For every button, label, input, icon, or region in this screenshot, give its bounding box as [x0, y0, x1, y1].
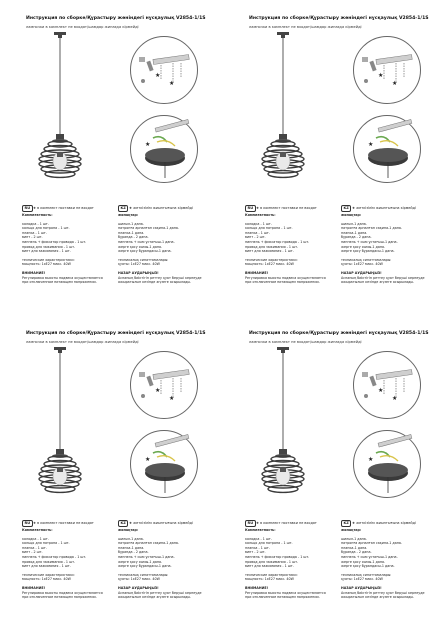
warning-text: Регулировка высоты подвеса осуществляется: [245, 590, 326, 595]
section-heading: жинақтар:: [118, 528, 139, 532]
ru-badge: RU: [22, 520, 33, 527]
kz-column: [118, 528, 202, 600]
list-item: провод для зажимания - 1 шт.: [245, 244, 299, 249]
instruction-sheet: [223, 315, 446, 630]
list-item: жерге қосу бұрандасы-1 дана.: [118, 564, 172, 569]
warning-text: при отключенном питающем напряжении.: [22, 595, 97, 600]
list-item: планка - 1 шт.: [245, 545, 270, 550]
warning-heading: ВНИМАНИЕ!: [245, 585, 269, 590]
list-item: колодка - 1 шт.: [245, 221, 272, 226]
section-heading: Комплектность:: [22, 213, 53, 217]
svg-text:★: ★: [368, 141, 374, 148]
warning-text: Аспаның биіктігін реттеу қуат берушi кернеуде: [341, 275, 425, 280]
list-item: қуаты: 1xE27 макс. 40W: [118, 577, 160, 582]
section-heading: техникалық сипаттамалары:: [118, 572, 169, 577]
warning-text: Аспаның биіктігін реттеу қуат берушi кернеуде: [118, 590, 202, 595]
canopy-wiring-icon: [353, 115, 421, 183]
list-item: жерге қосу бұрандасы-1 дана.: [341, 249, 395, 254]
list-item: шилыл-1 дана.: [118, 536, 144, 541]
list-item: мощность: 1xE27 макс. 40W: [245, 262, 294, 267]
ru-badge: RU: [245, 205, 256, 212]
list-item: жерге қосу бұрандасы-1 дана.: [118, 249, 172, 254]
kz-column: [341, 213, 425, 285]
warning-heading: НАЗАР АУДАРЫҢЫЗ!: [118, 270, 159, 275]
ru-column: [22, 528, 103, 600]
list-item: патронға арналған сақина-1 дана.: [118, 541, 179, 546]
list-item: ниппель + фиксатор провода - 1 шт.: [245, 239, 310, 244]
list-item: ниппель + сым ұстағыш-1 дана.: [118, 239, 175, 244]
ru-badge: RU: [22, 205, 33, 212]
list-item: планка - 1 шт.: [22, 545, 47, 550]
section-heading: жинақтар:: [341, 213, 362, 217]
list-item: қуаты: 1xE27 макс. 40W: [118, 262, 160, 267]
section-heading: техникалық сипаттамалары:: [341, 572, 392, 577]
list-item: колодка - 1 шт.: [22, 536, 49, 541]
list-item: жерге қосу сымы-1 дана.: [118, 559, 163, 564]
list-item: планка - 1 шт.: [22, 230, 47, 235]
warning-heading: ВНИМАНИЕ!: [245, 270, 269, 275]
kz-note: ★ жеткізілім жиынтығына кірмейді: [129, 206, 193, 210]
page-subtitle: лампочки в комплект не входят/шамдар жинаққа кірмейді: [26, 340, 139, 344]
pendant-lamp-illustration: [233, 30, 333, 190]
list-item: жерге қосу сымы-1 дана.: [118, 244, 163, 249]
warning-text: Регулировка высоты подвеса осуществляется: [22, 590, 103, 595]
list-item: винт для зажимания - 1 шт.: [22, 564, 71, 569]
warning-heading: НАЗАР АУДАРЫҢЫЗ!: [341, 585, 382, 590]
warning-text: Аспаның биіктігін реттеу қуат берушi кернеуде: [118, 275, 202, 280]
list-item: бұрандa - 2 дана.: [341, 550, 372, 555]
list-item: мощность: 1xE27 макс. 40W: [245, 577, 294, 582]
section-heading: технические характеристики:: [245, 572, 298, 577]
kz-note: ★ жеткізілім жиынтығына кірмейді: [129, 521, 193, 525]
svg-text:★: ★: [378, 72, 384, 79]
list-item: мощность: 1xE27 макс. 40W: [22, 262, 71, 267]
list-item: шилыл-1 дана.: [341, 221, 367, 226]
section-heading: жинақтар:: [118, 213, 139, 217]
list-item: кольцо для патрона - 1 шт.: [245, 226, 293, 231]
kz-badge: KZ: [341, 205, 351, 212]
canopy-wiring-icon: [353, 430, 421, 498]
svg-text:★: ★: [145, 141, 151, 148]
section-heading: техникалық сипаттамалары:: [341, 257, 392, 262]
list-item: жерге қосу сымы-1 дана.: [341, 559, 386, 564]
list-item: ниппель + сым ұстағыш-1 дана.: [341, 554, 398, 559]
list-item: шилыл-1 дана.: [341, 536, 367, 541]
kz-note: ★ жеткізілім жиынтығына кірмейді: [352, 206, 416, 210]
canopy-wiring-icon: [130, 115, 198, 183]
list-item: винт для зажимания - 1 шт.: [22, 249, 71, 254]
list-item: винт - 2 шт.: [22, 550, 43, 555]
list-item: кольцо для патрона - 1 шт.: [22, 226, 70, 231]
list-item: бұрандa - 2 дана.: [341, 235, 372, 240]
list-item: ниппель + сым ұстағыш-1 дана.: [341, 239, 398, 244]
kz-column: [341, 528, 425, 600]
kz-badge: KZ: [118, 205, 128, 212]
list-item: планка - 1 шт.: [245, 230, 270, 235]
list-item: винт для зажимания - 1 шт.: [245, 564, 294, 569]
instruction-sheet: [0, 315, 223, 630]
page-subtitle: лампочки в комплект не входят/шамдар жинаққа кірмейді: [26, 25, 139, 29]
ru-note: ★ в комплект поставки не входят: [33, 206, 94, 210]
ru-column: [245, 528, 326, 600]
warning-heading: НАЗАР АУДАРЫҢЫЗ!: [118, 585, 159, 590]
list-item: планка-1 дана.: [341, 545, 368, 550]
svg-text:★: ★: [145, 456, 151, 463]
svg-text:★: ★: [368, 456, 374, 463]
warning-text: при отключенном питающем напряжении.: [245, 595, 320, 600]
ru-column: [22, 213, 103, 285]
instruction-sheet: [223, 0, 446, 315]
list-item: ниппель + фиксатор провода - 1 шт.: [22, 239, 87, 244]
list-item: кольцо для патрона - 1 шт.: [22, 541, 70, 546]
canopy-wiring-icon: [130, 430, 198, 498]
page-title: Инструкция по сборке/Құрастыру жөніндегі нұсқаулық V2854-1/1S: [26, 331, 206, 336]
list-item: патронға арналған сақина-1 дана.: [341, 541, 402, 546]
ru-note: ★ в комплект поставки не входят: [256, 206, 317, 210]
page-title: Инструкция по сборке/Құрастыру жөніндегі нұсқаулық V2854-1/1S: [249, 16, 429, 21]
list-item: винт - 2 шт.: [245, 550, 266, 555]
ceiling-plate-mount-icon: [130, 351, 198, 419]
list-item: винт - 2 шт.: [22, 235, 43, 240]
page-title: Инструкция по сборке/Құрастыру жөніндегі нұсқаулық V2854-1/1S: [26, 16, 206, 21]
warning-text: при отключенном питающем напряжении.: [22, 280, 97, 285]
ru-badge: RU: [245, 520, 256, 527]
ceiling-plate-mount-icon: [353, 36, 421, 104]
list-item: қуаты: 1xE27 макс. 40W: [341, 577, 383, 582]
pendant-lamp-illustration: [10, 345, 110, 505]
warning-text: Аспаның биіктігін реттеу қуат берушi кернеуде: [341, 590, 425, 595]
list-item: шилыл-1 дана.: [118, 221, 144, 226]
section-heading: жинақтар:: [341, 528, 362, 532]
section-heading: Комплектность:: [245, 213, 276, 217]
list-item: мощность: 1xE27 макс. 40W: [22, 577, 71, 582]
svg-text:★: ★: [392, 80, 398, 87]
ru-note: ★ в комплект поставки не входят: [33, 521, 94, 525]
list-item: патронға арналған сақина-1 дана.: [118, 226, 179, 231]
list-item: ниппель + сым ұстағыш-1 дана.: [118, 554, 175, 559]
svg-text:★: ★: [155, 72, 161, 79]
list-item: винт для зажимания - 1 шт.: [245, 249, 294, 254]
list-item: планка-1 дана.: [341, 230, 368, 235]
page-subtitle: лампочки в комплект не входят/шамдар жинаққа кірмейді: [249, 340, 362, 344]
ceiling-plate-mount-icon: [353, 351, 421, 419]
list-item: провод для зажимания - 1 шт.: [22, 244, 76, 249]
warning-text: ажыратылып кезінде жүзеге асырылады.: [118, 280, 192, 285]
section-heading: технические характеристики:: [245, 257, 298, 262]
list-item: жерге қосу бұрандасы-1 дана.: [341, 564, 395, 569]
warning-text: ажыратылып кезінде жүзеге асырылады.: [118, 595, 192, 600]
section-heading: техникалық сипаттамалары:: [118, 257, 169, 262]
ceiling-plate-mount-icon: [130, 36, 198, 104]
section-heading: технические характеристики:: [22, 257, 75, 262]
list-item: ниппель + фиксатор провода - 1 шт.: [22, 554, 87, 559]
page-subtitle: лампочки в комплект не входят/шамдар жинаққа кірмейді: [249, 25, 362, 29]
section-heading: Комплектность:: [245, 528, 276, 532]
list-item: планка-1 дана.: [118, 230, 145, 235]
warning-heading: ВНИМАНИЕ!: [22, 585, 46, 590]
list-item: бұрандa - 2 дана.: [118, 235, 149, 240]
svg-text:★: ★: [392, 395, 398, 402]
pendant-lamp-illustration: [233, 345, 333, 505]
page-title: Инструкция по сборке/Құрастыру жөніндегі нұсқаулық V2854-1/1S: [249, 331, 429, 336]
warning-text: Регулировка высоты подвеса осуществляется: [22, 275, 103, 280]
list-item: ниппель + фиксатор провода - 1 шт.: [245, 554, 310, 559]
kz-badge: KZ: [341, 520, 351, 527]
list-item: колодка - 1 шт.: [22, 221, 49, 226]
pendant-lamp-illustration: [10, 30, 110, 190]
list-item: винт - 2 шт.: [245, 235, 266, 240]
svg-text:★: ★: [378, 387, 384, 394]
section-heading: Комплектность:: [22, 528, 53, 532]
svg-text:★: ★: [169, 395, 175, 402]
list-item: колодка - 1 шт.: [245, 536, 272, 541]
list-item: провод для зажимания - 1 шт.: [22, 559, 76, 564]
warning-text: ажыратылып кезінде жүзеге асырылады.: [341, 280, 415, 285]
ru-column: [245, 213, 326, 285]
list-item: кольцо для патрона - 1 шт.: [245, 541, 293, 546]
list-item: қуаты: 1xE27 макс. 40W: [341, 262, 383, 267]
instruction-sheet: [0, 0, 223, 315]
svg-text:★: ★: [155, 387, 161, 394]
list-item: планка-1 дана.: [118, 545, 145, 550]
svg-text:★: ★: [169, 80, 175, 87]
list-item: жерге қосу сымы-1 дана.: [341, 244, 386, 249]
kz-column: [118, 213, 202, 285]
warning-heading: НАЗАР АУДАРЫҢЫЗ!: [341, 270, 382, 275]
kz-badge: KZ: [118, 520, 128, 527]
warning-text: Регулировка высоты подвеса осуществляется: [245, 275, 326, 280]
kz-note: ★ жеткізілім жиынтығына кірмейді: [352, 521, 416, 525]
list-item: бұрандa - 2 дана.: [118, 550, 149, 555]
section-heading: технические характеристики:: [22, 572, 75, 577]
ru-note: ★ в комплект поставки не входят: [256, 521, 317, 525]
list-item: патронға арналған сақина-1 дана.: [341, 226, 402, 231]
warning-text: ажыратылып кезінде жүзеге асырылады.: [341, 595, 415, 600]
warning-heading: ВНИМАНИЕ!: [22, 270, 46, 275]
warning-text: при отключенном питающем напряжении.: [245, 280, 320, 285]
list-item: провод для зажимания - 1 шт.: [245, 559, 299, 564]
